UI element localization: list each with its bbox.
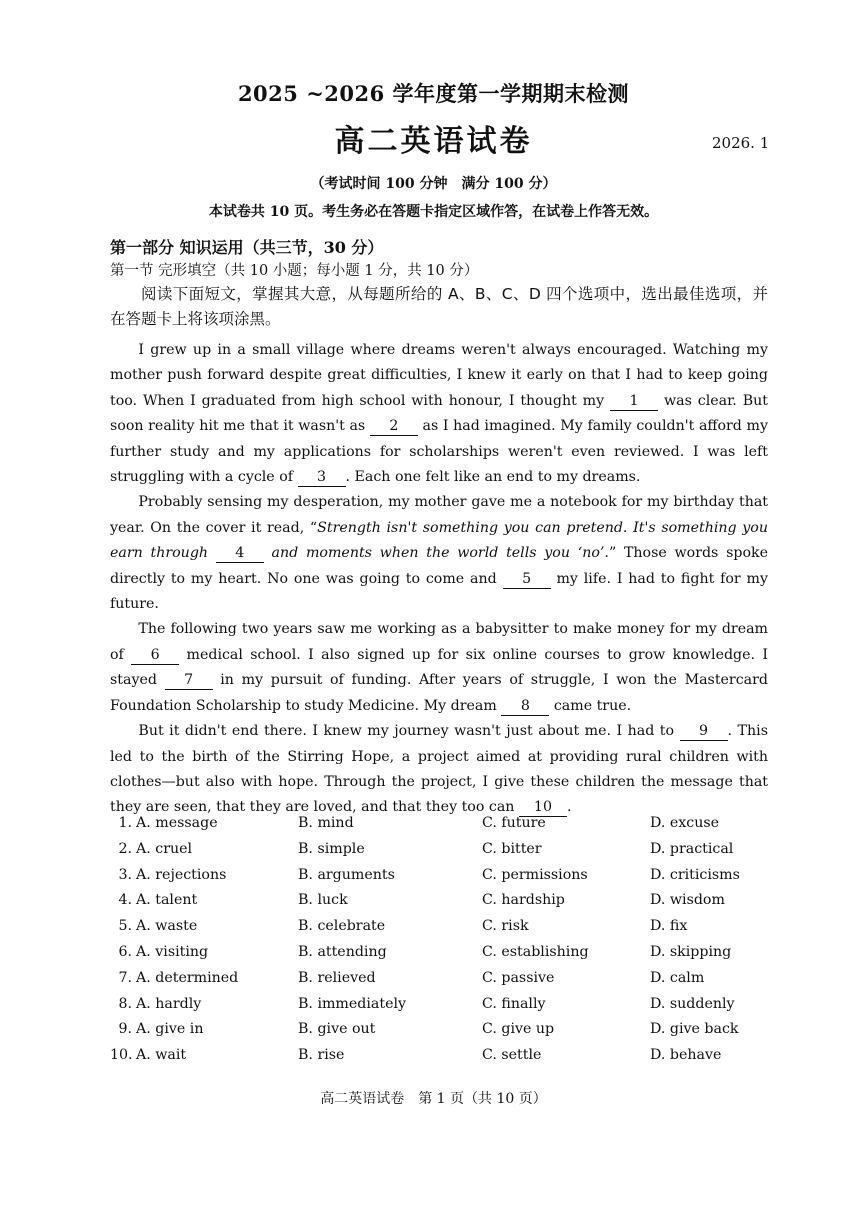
option-d: D. wisdom [650,892,725,909]
blank-8: 8 [501,697,549,716]
question-number: 8. [118,995,132,1012]
blank-5: 5 [503,570,551,589]
question-number: 7. [118,969,132,986]
paragraph-2 [110,490,768,617]
option-row [110,892,790,918]
section-title: 第一节 完形填空（共 10 小题；每小题 1 分，共 10 分） [110,263,479,279]
text: . Each one felt like an end to my dreams. [345,469,641,486]
option-row [110,970,790,996]
quote: and moments when the world tells you ‘no’. [271,545,609,562]
text: . This led to the birth of the Stirring Hope, a project aimed at providing rural children with clothes—but also with hope. Through the project, I give these children the message that they are seen, that they are loved, and that they too can [110,723,768,816]
option-a: A. give in [136,1021,204,1038]
option-d: D. practical [650,840,734,857]
option-c: C. passive [482,969,555,986]
page-footer: 高二英语试卷 第 1 页（共 10 页） [320,1091,547,1107]
option-row [110,841,790,867]
option-b: B. luck [298,892,348,909]
blank-6: 6 [131,646,179,665]
answer-options [110,815,790,1073]
question-number: 2. [118,840,132,857]
option-d: D. skipping [650,943,732,960]
option-b: B. rise [298,1047,345,1064]
option-a: A. wait [136,1047,187,1064]
option-c: C. hardship [482,892,565,909]
text: The following two years saw me working as a babysitter to make money for my dream of [110,621,768,663]
option-c: C. future [482,815,546,831]
option-c: C. risk [482,918,529,935]
main-title: 高二英语试卷 [334,124,533,159]
cloze-passage [110,282,768,821]
option-b: B. give out [298,1021,376,1038]
option-a: A. visiting [136,943,209,960]
question-number: 9. [118,1021,132,1038]
option-a: A. hardly [136,995,202,1012]
option-a: A. talent [136,892,198,909]
blank-3: 3 [298,468,346,487]
option-b: B. attending [298,943,387,960]
option-b: B. simple [298,840,365,857]
blank-4: 4 [216,544,264,563]
option-a: A. cruel [136,840,193,857]
exam-notice: 本试卷共 10 页。考生务必在答题卡指定区域作答，在试卷上作答无效。 [208,204,659,220]
exam-title: 2025 ~2026 学年度第一学期期末检测 [237,81,630,106]
option-c: C. establishing [482,943,589,960]
question-number: 3. [118,866,132,883]
quote: Strength isn't something you can pretend. It's something you earn through [110,519,768,562]
option-d: D. behave [650,1047,722,1064]
exam-date: 2026. 1 [712,134,770,152]
option-d: D. criticisms [650,866,740,883]
text: medical school. I also signed up for six online courses to grow knowledge. I stayed [110,646,768,689]
text: But it didn't end there. I knew my journey wasn't just about me. I had to [138,723,675,740]
option-row [110,996,790,1022]
question-number: 6. [118,943,132,960]
option-b: B. mind [298,815,354,831]
option-row [110,944,790,970]
text: . [566,799,572,816]
option-row [110,867,790,893]
option-b: B. relieved [298,969,376,986]
paragraph-1 [110,338,768,490]
question-number: 1. [118,815,132,831]
paragraph-4 [110,719,768,821]
option-row [110,1047,790,1073]
option-c: C. give up [482,1021,555,1038]
option-c: C. permissions [482,866,588,883]
option-a: A. rejections [136,866,227,883]
option-a: A. waste [136,918,198,935]
option-d: D. suddenly [650,995,735,1012]
text: I grew up in a small village where dreams weren't always encouraged. Watching my mother push forward despite great difficulties, I knew it early on that I had to keep going too. When I graduated from high school with honour, I thought my [110,342,768,409]
option-c: C. finally [482,995,546,1012]
paragraph-3 [110,617,768,719]
blank-10: 10 [519,798,567,817]
option-b: B. celebrate [298,918,386,935]
text: ” Those words spoke directly to my heart. No one was going to come and [110,545,768,587]
part-title: 第一部分 知识运用（共三节，30 分） [110,238,384,257]
option-row [110,918,790,944]
text: was clear. But soon reality hit me that it wasn't as [110,392,768,435]
option-row [110,1021,790,1047]
option-c: C. settle [482,1047,542,1064]
text: Probably sensing my desperation, my mother gave me a notebook for my birthday that year. On the cover it read, “ [110,494,768,536]
option-d: D. calm [650,969,705,986]
option-c: C. bitter [482,840,542,857]
exam-info: （考试时间 100 分钟 满分 100 分） [310,176,557,192]
option-b: B. arguments [298,866,395,883]
option-b: B. immediately [298,995,407,1012]
question-number: 10. [110,1047,133,1064]
text: came true. [553,697,632,714]
option-d: D. give back [650,1021,739,1038]
blank-2: 2 [370,417,418,436]
option-a: A. message [136,815,218,831]
blank-1: 1 [610,392,658,411]
blank-7: 7 [165,671,213,690]
option-d: D. fix [650,918,688,935]
option-d: D. excuse [650,815,720,831]
text: in my pursuit of funding. After years of struggle, I won the Mastercard Foundation Scholarship to study Medicine. My dream [110,672,768,714]
option-row [110,815,790,841]
question-number: 5. [118,918,132,935]
text: as I had imagined. My family couldn't afford my further study and my applications for scholarships weren't even reviewed. I was left struggling with a cycle of [110,418,768,486]
option-a: A. determined [136,969,239,986]
question-number: 4. [118,892,132,909]
text: my life. I had to fight for my future. [110,570,769,613]
instructions: 阅读下面短文，掌握其大意，从每题所给的 A、B、C、D 四个选项中，选出最佳选项，并在答题卡上将该项涂黑。 [110,285,768,328]
blank-9: 9 [680,722,728,741]
